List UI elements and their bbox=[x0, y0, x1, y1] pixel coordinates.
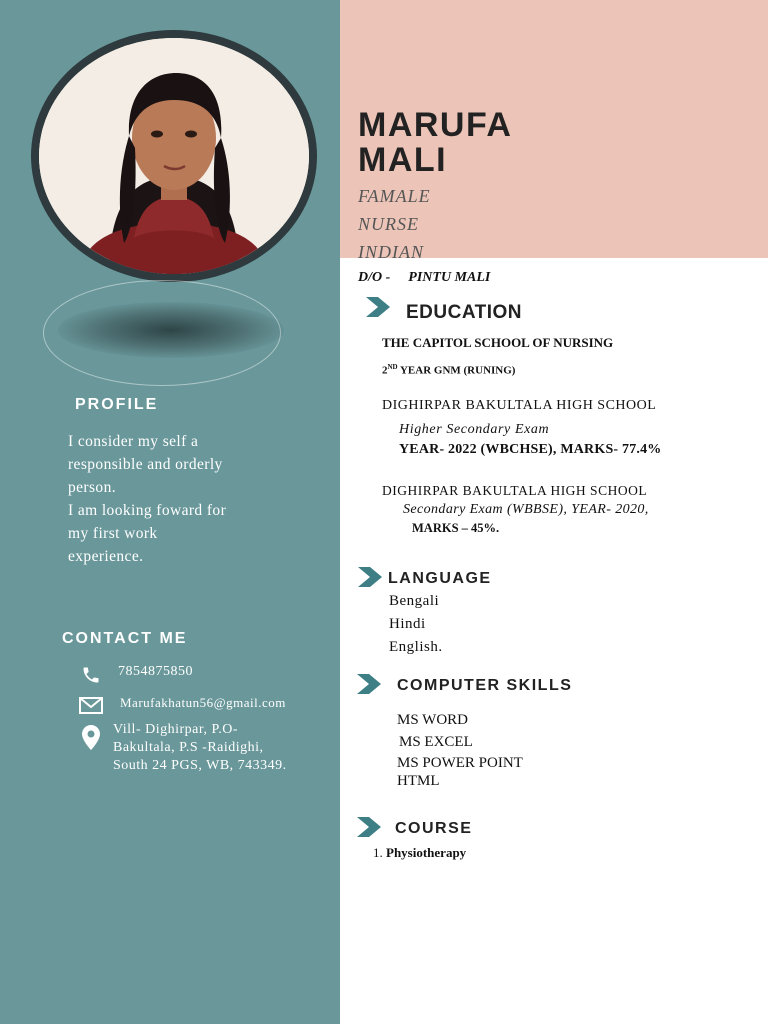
language-item: Bengali bbox=[389, 593, 440, 609]
school-3-name: DIGHIRPAR BAKULTALA HIGH SCHOOL bbox=[382, 483, 648, 498]
profile-line: I am looking foward for bbox=[68, 502, 227, 519]
person-portrait-image bbox=[39, 38, 309, 274]
contact-heading: CONTACT ME bbox=[62, 630, 188, 647]
school-2-name: DIGHIRPAR BAKULTALA HIGH SCHOOL bbox=[382, 398, 657, 413]
education-heading: EDUCATION bbox=[406, 302, 523, 323]
profile-line: I consider my self a bbox=[68, 433, 199, 450]
course-heading: COURSE bbox=[395, 820, 473, 837]
skill-item: MS POWER POINT bbox=[397, 755, 523, 771]
school-2-exam: Higher Secondary Exam bbox=[399, 422, 550, 437]
email-address[interactable]: Marufakhatun56@gmail.com bbox=[120, 695, 286, 710]
chevron-right-icon bbox=[357, 674, 381, 694]
address-line: Vill- Dighirpar, P.O- bbox=[113, 722, 238, 737]
phone-number[interactable]: 7854875850 bbox=[118, 664, 193, 679]
school-3-exam: Secondary Exam (WBBSE), YEAR- 2020, bbox=[403, 502, 649, 517]
nationality: INDIAN bbox=[358, 242, 424, 262]
address-line: South 24 PGS, WB, 743349. bbox=[113, 758, 287, 773]
skill-item: MS WORD bbox=[397, 712, 468, 728]
photo-shadow bbox=[58, 302, 284, 358]
profile-line: my first work bbox=[68, 525, 158, 542]
school-2-detail: YEAR- 2022 (WBCHSE), MARKS- 77.4% bbox=[399, 442, 662, 457]
profile-line: person. bbox=[68, 479, 116, 496]
parent-info bbox=[358, 270, 490, 286]
full-name bbox=[358, 108, 512, 178]
school-1-course: YEAR GNM (RUNING) bbox=[399, 364, 516, 377]
school-1-detail bbox=[382, 363, 515, 377]
course-item-number: 1. bbox=[373, 845, 383, 860]
chevron-right-icon bbox=[358, 567, 382, 587]
school-1-year-suffix: ND bbox=[387, 363, 398, 371]
address-line: Bakultala, P.S -Raidighi, bbox=[113, 740, 264, 755]
profile-line: experience. bbox=[68, 548, 144, 565]
profile-heading: PROFILE bbox=[75, 396, 159, 413]
gender: FAMALE bbox=[358, 186, 431, 206]
parent-prefix: D/O - bbox=[358, 270, 391, 285]
course-item bbox=[373, 845, 466, 861]
school-3-marks: MARKS – 45%. bbox=[412, 521, 500, 535]
chevron-right-icon bbox=[366, 297, 390, 317]
profile-photo-frame bbox=[31, 30, 317, 282]
phone-icon bbox=[81, 665, 101, 685]
first-name: MARUFA bbox=[358, 106, 513, 144]
chevron-right-icon bbox=[357, 817, 381, 837]
location-pin-icon bbox=[82, 725, 100, 750]
language-item: Hindi bbox=[389, 616, 426, 632]
course-item-name: Physiotherapy bbox=[386, 845, 467, 860]
address bbox=[113, 721, 287, 775]
parent-name: PINTU MALI bbox=[408, 270, 491, 285]
school-1-year-number: 2 bbox=[382, 364, 388, 377]
last-name: MALI bbox=[358, 141, 448, 179]
skill-item: HTML bbox=[397, 773, 440, 789]
profile-line: responsible and orderly bbox=[68, 456, 223, 473]
language-item: English. bbox=[389, 639, 443, 655]
email-icon bbox=[79, 697, 103, 714]
profession: NURSE bbox=[358, 214, 419, 234]
language-heading: LANGUAGE bbox=[388, 570, 492, 587]
school-1-name: THE CAPITOL SCHOOL OF NURSING bbox=[382, 335, 614, 350]
computer-skills-heading: COMPUTER SKILLS bbox=[397, 677, 573, 694]
profile-photo bbox=[39, 38, 309, 274]
profile-description bbox=[68, 430, 318, 568]
skill-item: MS EXCEL bbox=[399, 734, 473, 750]
